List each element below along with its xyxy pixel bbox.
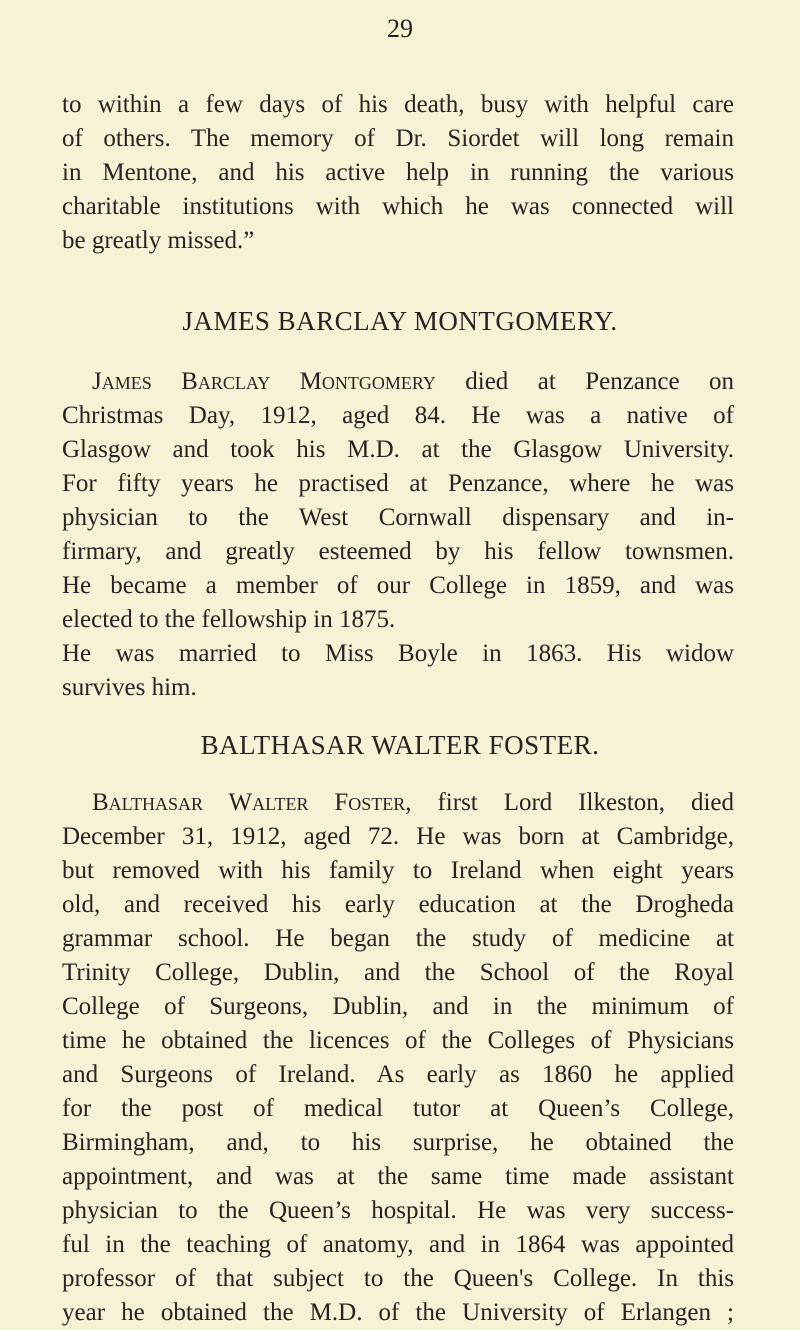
text-line: physician to the West Cornwall dispensary and in- [62,504,734,531]
text-line: physician to the Queen’s hospital. He was very success- [62,1197,734,1224]
text-line: and Surgeons of Ireland. As early as 1860 he applied [62,1061,734,1088]
text-line: survives him. [62,674,197,701]
text-line: grammar school. He began the study of medicine at [62,925,734,952]
text-line: December 31, 1912, aged 72. He was born at Cambridge, [62,823,734,850]
name-small-caps: Balthasar Walter Foster [92,789,406,816]
text-line: of others. The memory of Dr. Siordet will long remain [62,125,734,152]
text-line: Glasgow and took his M.D. at the Glasgow University. [62,436,734,463]
foster-paragraph-1 [62,786,734,1330]
text-line: professor of that subject to the Queen's College. In this [62,1265,734,1292]
text-line: charitable institutions with which he was connected will [62,193,734,220]
text-line: appointment, and was at the same time made assistant [62,1163,734,1190]
montgomery-paragraph-2 [62,637,734,705]
text-line: old, and received his early education at the Drogheda [62,891,734,918]
section-heading-montgomery: JAMES BARCLAY MONTGOMERY. [182,306,618,336]
page-number: 29 [387,14,413,43]
text-line: time he obtained the licences of the Colleges of Physicians [62,1027,734,1054]
name-small-caps: James Barclay Montgomery [92,368,436,395]
text-line: College of Surgeons, Dublin, and in the minimum of [62,993,734,1020]
text-line: For fifty years he practised at Penzance, where he was [62,470,734,497]
section-heading-foster: BALTHASAR WALTER FOSTER. [200,730,600,760]
text-line: Trinity College, Dublin, and the School of the Royal [62,959,734,986]
text-line: elected to the fellowship in 1875. [62,606,396,633]
text-line: ful in the teaching of anatomy, and in 1864 was appointed [62,1231,734,1258]
text-line: Christmas Day, 1912, aged 84. He was a native of [62,402,734,429]
text-line: James Barclay Montgomery died at Penzance on [92,368,734,395]
text-line: He became a member of our College in 1859, and was [62,572,734,599]
text-line: Balthasar Walter Foster, first Lord Ilkeston, died [92,789,734,816]
text-line: but removed with his family to Ireland when eight years [62,857,734,884]
intro-paragraph [62,88,734,258]
text-line: be greatly missed.” [62,227,255,254]
text-line: to within a few days of his death, busy with helpful care [62,91,734,118]
montgomery-paragraph-1 [62,365,734,637]
text-line: He was married to Miss Boyle in 1863. His widow [62,640,734,667]
text-line: firmary, and greatly esteemed by his fellow townsmen. [62,538,734,565]
text-line: year he obtained the M.D. of the University of Erlangen ; [62,1299,734,1326]
text-line: Birmingham, and, to his surprise, he obtained the [62,1129,734,1156]
text-line: in Mentone, and his active help in running the various [62,159,734,186]
text-line: for the post of medical tutor at Queen’s College, [62,1095,734,1122]
